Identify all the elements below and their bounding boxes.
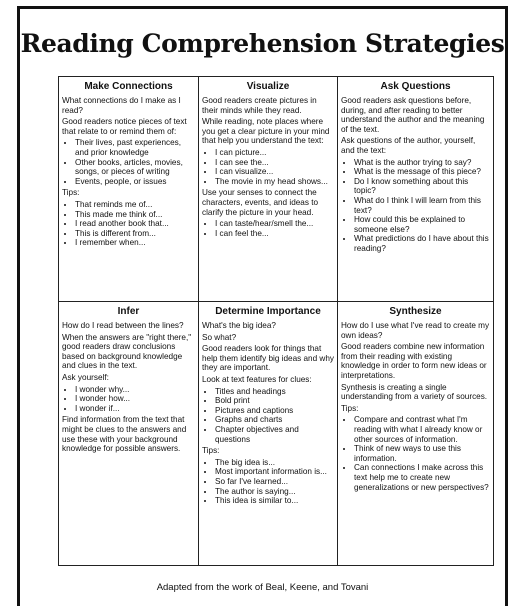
list-item: • Most important information is... [215,467,334,477]
page-title: Reading Comprehension Strategies [20,29,505,58]
cell-paragraph: What connections do I make as I read? [62,96,181,115]
list-item: • This idea is similar to... [215,496,334,506]
cell-paragraph: What's the big idea? [202,321,276,330]
cell-heading: Ask Questions [380,81,451,92]
cell-ask-questions [338,77,493,302]
cell-paragraph: When the answers are "right there," good readers draw conclusions based on background knowledge and clues in the text. [62,332,192,371]
list-item: • I can feel the... [215,229,334,239]
list-item: • The author is saying... [215,487,334,497]
cell-paragraph: Good readers ask questions before, during, and after reading to better understand the author and the meaning of the text. [341,96,485,134]
list-item: • I can see the... [215,158,334,168]
cell-infer [59,302,199,565]
list-item: • I read another book that... [75,219,195,229]
cell-paragraph: Good readers look for things that help them identify big ideas and why they are important. [202,344,334,373]
cell-paragraph: Good readers notice pieces of text that relate to or remind them of: [62,117,187,136]
document-page [17,6,508,606]
list-item: • What do I think I will learn from this text? [354,196,490,215]
list-item: • I can taste/hear/smell the... [215,219,334,229]
cell-visualize [199,77,338,302]
list-item: • How could this be explained to someone else? [354,215,490,234]
cell-paragraph: Use your senses to connect the characters, events, and ideas to clarify the picture in your head. [202,188,319,217]
cell-synthesize [338,302,493,565]
list-item: • That reminds me of... [75,200,195,210]
list-item: • This is different from... [75,229,195,239]
list-item: • So far I've learned... [215,477,334,487]
list-item: • Chapter objectives and questions [215,425,334,444]
cell-heading: Visualize [246,81,290,92]
cell-paragraph: Good readers create pictures in their minds while they read. [202,96,317,115]
list-item: • Titles and headings [215,387,334,397]
list-item: • Graphs and charts [215,415,334,425]
bullet-list [62,200,195,248]
bullet-list [341,415,490,492]
cell-heading: Infer [117,306,140,317]
list-item: • Can connections I make across this text help me to create new generalizations or new perspectives? [354,463,490,492]
strategies-grid [58,76,494,566]
cell-heading: Synthesize [389,306,442,317]
bullet-list [62,138,195,186]
list-item: • Pictures and captions [215,406,334,416]
cell-paragraph: Good readers combine new information from their reading with existing knowledge in order to form new ideas or interpretations. [341,342,487,380]
cell-paragraph: How do I read between the lines? [62,321,184,330]
cell-paragraph: While reading, note places where you get a clear picture in your mind that help you understand the text: [202,117,330,146]
list-item: • I can visualize... [215,167,334,177]
list-item: • I can picture... [215,148,334,158]
cell-paragraph: Ask questions of the author, yourself, and the text: [341,136,476,155]
bullet-list [341,158,490,254]
bullet-list [202,148,334,186]
list-item: • Compare and contrast what I'm reading with what I already know or other sources of information. [354,415,490,444]
cell-determine-importance [199,302,338,565]
list-item: • I wonder if... [75,404,195,414]
list-item: • I wonder why... [75,385,195,395]
list-item: • What is the author trying to say? [354,158,490,168]
cell-paragraph: Tips: [341,403,359,413]
list-item: • Events, people, or issues [75,177,195,187]
cell-paragraph: So what? [202,332,237,342]
list-item: • Do I know something about this topic? [354,177,490,196]
cell-paragraph: Look at text features for clues: [202,374,312,384]
list-item: • I remember when... [75,238,195,248]
list-item: • The movie in my head shows... [215,177,334,187]
cell-paragraph: Tips: [62,188,80,198]
list-item: • The big idea is... [215,458,334,468]
list-item: • This made me think of... [75,210,195,220]
list-item: • What is the message of this piece? [354,167,490,177]
cell-heading: Determine Importance [215,306,321,317]
cell-paragraph: Find information from the text that might be clues to the answers and use these with your background knowledge for possible answers. [62,415,187,454]
list-item: • Think of new ways to use this information. [354,444,490,463]
bullet-list [62,385,195,414]
list-item: • What predictions do I have about this reading? [354,234,490,253]
list-item: • Their lives, past experiences, and prior knowledge [75,138,195,157]
cell-paragraph: Synthesis is creating a single understanding from a variety of sources. [341,382,488,402]
attribution-footer: Adapted from the work of Beal, Keene, and Tovani [156,582,369,593]
bullet-list [202,458,334,506]
cell-paragraph: Tips: [202,446,220,456]
cell-make-connections [59,77,199,302]
cell-heading: Make Connections [84,81,173,92]
bullet-list [202,219,334,238]
list-item: • I wonder how... [75,394,195,404]
list-item: • Bold print [215,396,334,406]
cell-paragraph: How do I use what I've read to create my own ideas? [341,321,490,340]
bullet-list [202,387,334,445]
cell-paragraph: Ask yourself: [62,372,109,382]
list-item: • Other books, articles, movies, songs, or pieces of writing [75,158,195,177]
